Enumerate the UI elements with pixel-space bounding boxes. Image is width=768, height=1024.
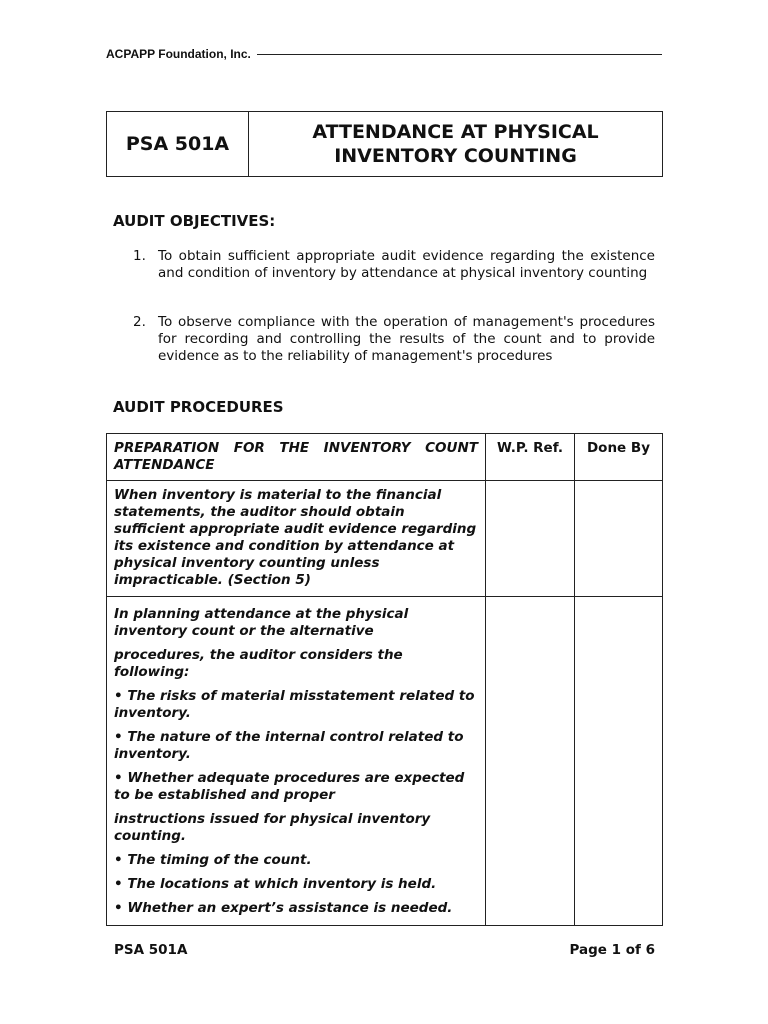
procedure-bullet: • The locations at which inventory is held. [114, 876, 437, 892]
objective-number: 1. [133, 248, 146, 264]
procedures-heading: AUDIT PROCEDURES [113, 398, 284, 416]
header-rule [257, 54, 662, 55]
objective-item [133, 248, 655, 282]
footer-code: PSA 501A [114, 942, 188, 958]
procedure-bullet: • Whether an expert’s assistance is needed. [114, 900, 453, 916]
objective-text: To obtain sufficient appropriate audit evidence regarding the existence and condition of inventory by attendance at physical inventory counting [158, 248, 655, 281]
column-header-done-by: Done By [575, 434, 663, 481]
page-number: Page 1 of 6 [569, 942, 655, 958]
procedure-bullet: • The risks of material misstatement related to inventory. [114, 688, 475, 721]
procedure-paragraph: In planning attendance at the physical inventory count or the alternative [114, 606, 409, 639]
procedure-cell [107, 597, 486, 926]
procedure-paragraph: procedures, the auditor considers the following: [114, 647, 403, 680]
page-header [106, 46, 662, 62]
table-row [107, 481, 663, 597]
table-header-row [107, 434, 663, 481]
standard-code: PSA 501A [107, 112, 249, 176]
objective-number: 2. [133, 314, 146, 330]
procedure-paragraph: instructions issued for physical inventory counting. [114, 811, 431, 844]
procedure-cell [107, 481, 486, 597]
document-title-text: ATTENDANCE AT PHYSICAL INVENTORY COUNTING [312, 121, 599, 167]
organization-name: ACPAPP Foundation, Inc. [106, 47, 251, 61]
wp-ref-cell [486, 597, 575, 926]
objectives-heading: AUDIT OBJECTIVES: [113, 212, 276, 230]
objective-item [133, 314, 655, 365]
column-header-procedure: PREPARATION FOR THE INVENTORY COUNT ATTENDANCE [107, 434, 486, 481]
column-header-wp-ref: W.P. Ref. [486, 434, 575, 481]
done-by-cell [575, 597, 663, 926]
procedures-table [106, 433, 663, 926]
procedure-bullet: • The timing of the count. [114, 852, 312, 868]
objective-text: To observe compliance with the operation of management's procedures for recording and controlling the results of the count and to provide evidence as to the reliability of management's procedures [158, 314, 655, 364]
title-box [106, 111, 663, 177]
document-title [249, 112, 662, 176]
procedure-paragraph: When inventory is material to the financial statements, the auditor should obtain sufficient appropriate audit evidence regarding its existence and condition by attendance at physical inventory counting unless impracticable. (Section 5) [114, 487, 477, 588]
done-by-cell [575, 481, 663, 597]
procedure-bullet: • The nature of the internal control related to inventory. [114, 729, 464, 762]
procedure-bullet: • Whether adequate procedures are expected to be established and proper [114, 770, 465, 803]
wp-ref-cell [486, 481, 575, 597]
table-row [107, 597, 663, 926]
